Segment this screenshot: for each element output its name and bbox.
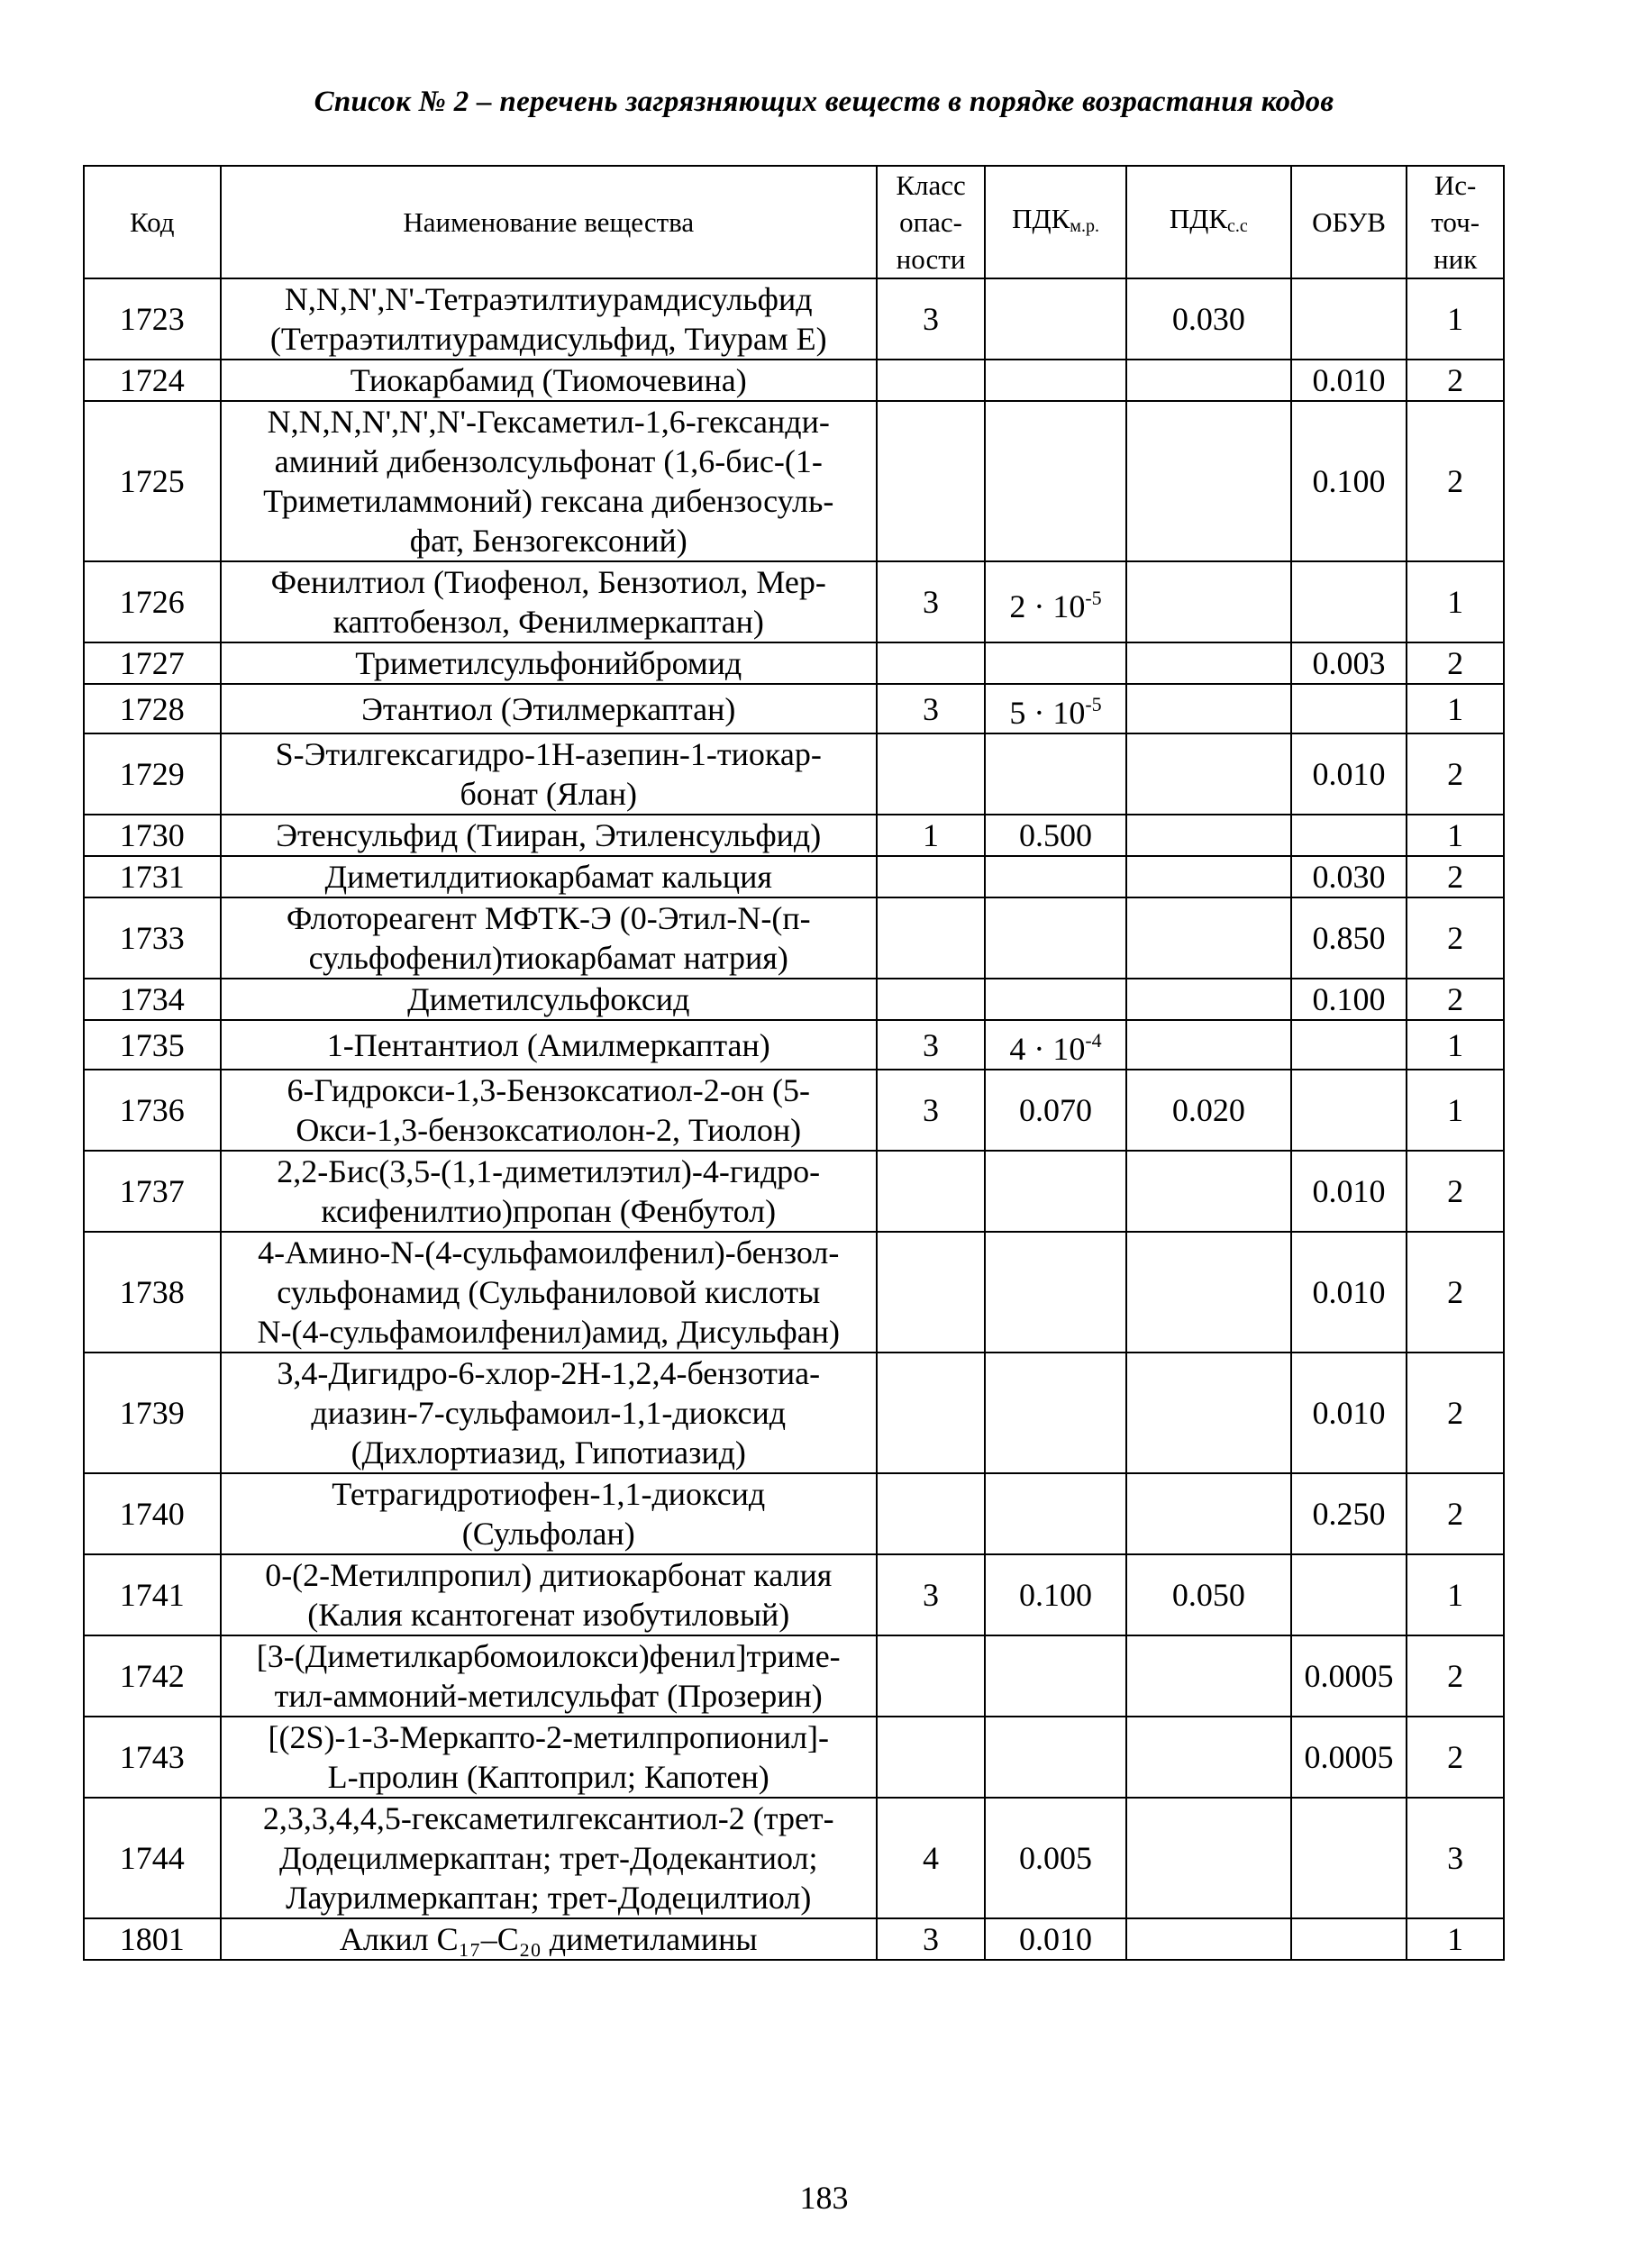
pdk-ss-cell — [1126, 815, 1291, 856]
obuv-cell: 0.030 — [1291, 856, 1407, 897]
source-cell: 2 — [1407, 1473, 1504, 1554]
name-line: ксифенилтио)пропан (Фенбутол) — [321, 1193, 777, 1229]
page-title: Список № 2 – перечень загрязняющих веществ в порядке возрастания кодов — [314, 86, 1334, 118]
pdk-mr-exponent: -4 — [1085, 1029, 1102, 1052]
pdk-ss-cell — [1126, 1918, 1291, 1960]
name-line: диазин-7-сульфамоил-1,1-диоксид — [311, 1395, 787, 1431]
source-cell: 1 — [1407, 561, 1504, 642]
name-line: каптобензол, Фенилмеркаптан) — [332, 604, 764, 640]
pdk-mr-cell — [985, 642, 1126, 684]
pdk-mr-cell: 0.005 — [985, 1798, 1126, 1918]
name-cell — [221, 1918, 877, 1960]
hazard-class-cell — [877, 1151, 985, 1232]
name-line: N,N,N',N'-Тетраэтилтиурамдисульфид — [284, 281, 813, 317]
source-cell: 2 — [1407, 642, 1504, 684]
name-line: сульфонамид (Сульфаниловой кислоты — [277, 1274, 821, 1310]
name-line: Фенилтиол (Тиофенол, Бензотиол, Мер- — [270, 564, 826, 600]
name-line: Тиокарбамид (Тиомочевина) — [350, 362, 747, 398]
name-line: 1-Пентантиол (Амилмеркаптан) — [326, 1026, 770, 1063]
pdk-ss-cell — [1126, 1151, 1291, 1232]
obuv-cell: 0.100 — [1291, 979, 1407, 1020]
hazard-class-cell: 1 — [877, 815, 985, 856]
hazard-class-cell — [877, 642, 985, 684]
code-cell: 1730 — [84, 815, 221, 856]
code-cell: 1738 — [84, 1232, 221, 1353]
obuv-cell: 0.010 — [1291, 1232, 1407, 1353]
table-row — [84, 360, 1504, 401]
source-cell: 2 — [1407, 1232, 1504, 1353]
name-line: Диметилдитиокарбамат кальция — [324, 859, 772, 895]
code-cell: 1741 — [84, 1554, 221, 1635]
obuv-cell: 0.100 — [1291, 401, 1407, 561]
pdk-ss-cell — [1126, 1635, 1291, 1717]
pdk-ss-cell — [1126, 684, 1291, 733]
name-line: Додецилмеркаптан; трет-Додекантиол; — [278, 1840, 818, 1876]
source-cell: 2 — [1407, 856, 1504, 897]
pdk-ss-cell: 0.050 — [1126, 1554, 1291, 1635]
header-pdk-ss — [1126, 166, 1291, 278]
name-cell — [221, 278, 877, 360]
name-line: 0-(2-Метилпропил) дитиокарбонат калия — [265, 1557, 833, 1593]
name-cell — [221, 856, 877, 897]
table-row — [84, 561, 1504, 642]
name-line: Этантиол (Этилмеркаптан) — [361, 690, 736, 727]
code-cell: 1725 — [84, 401, 221, 561]
source-cell: 1 — [1407, 1918, 1504, 1960]
name-line: L-пролин (Каптоприл; Капотен) — [327, 1759, 769, 1795]
source-cell: 2 — [1407, 897, 1504, 979]
source-cell: 2 — [1407, 1353, 1504, 1473]
source-cell: 1 — [1407, 1554, 1504, 1635]
name-line: (Калия ксантогенат изобутиловый) — [307, 1597, 790, 1633]
code-cell: 1734 — [84, 979, 221, 1020]
source-cell: 2 — [1407, 401, 1504, 561]
hazard-class-cell: 3 — [877, 1918, 985, 1960]
code-cell: 1727 — [84, 642, 221, 684]
header-pdk-mr-main: ПДК — [1012, 202, 1070, 234]
hazard-class-cell — [877, 979, 985, 1020]
obuv-cell — [1291, 1020, 1407, 1070]
code-cell: 1735 — [84, 1020, 221, 1070]
name-cell — [221, 360, 877, 401]
header-pdk-mr-sub: м.р. — [1070, 215, 1099, 236]
hazard-class-cell — [877, 1232, 985, 1353]
table-row — [84, 979, 1504, 1020]
header-pdk-ss-main: ПДК — [1169, 202, 1228, 234]
hazard-class-cell: 3 — [877, 1070, 985, 1151]
pdk-mr-base: 2 · 10 — [1009, 587, 1086, 624]
table-row — [84, 1918, 1504, 1960]
code-cell: 1726 — [84, 561, 221, 642]
name-line: Этенсульфид (Тииран, Этиленсульфид) — [276, 817, 822, 853]
obuv-cell — [1291, 1554, 1407, 1635]
obuv-cell: 0.010 — [1291, 1353, 1407, 1473]
name-cell — [221, 1353, 877, 1473]
name-line: Триметиламмоний) гексана дибензосуль- — [263, 483, 834, 519]
hazard-class-cell — [877, 733, 985, 815]
name-line: S-Этилгексагидро-1Н-азепин-1-тиокар- — [275, 736, 822, 772]
pdk-mr-base: 5 · 10 — [1009, 695, 1086, 731]
header-source — [1407, 166, 1504, 278]
hazard-class-cell — [877, 1635, 985, 1717]
pdk-ss-cell — [1126, 642, 1291, 684]
source-cell: 2 — [1407, 360, 1504, 401]
name-line: 2,3,3,4,4,5-гексаметилгексантиол-2 (трет- — [262, 1800, 834, 1836]
hazard-class-cell — [877, 897, 985, 979]
name-line: 3,4-Дигидро-6-хлор-2Н-1,2,4-бензотиа- — [277, 1355, 821, 1391]
source-cell: 1 — [1407, 1020, 1504, 1070]
code-cell: 1740 — [84, 1473, 221, 1554]
table-row — [84, 1798, 1504, 1918]
source-cell: 1 — [1407, 1070, 1504, 1151]
header-obuv: ОБУВ — [1291, 166, 1407, 278]
code-cell: 1737 — [84, 1151, 221, 1232]
header-hazard-class-line: опас- — [899, 206, 962, 238]
name-cell — [221, 1473, 877, 1554]
pdk-mr-cell — [985, 856, 1126, 897]
name-cell — [221, 684, 877, 733]
pdk-mr-cell — [985, 733, 1126, 815]
name-line: тил-аммоний-метилсульфат (Прозерин) — [274, 1678, 823, 1714]
source-cell: 2 — [1407, 1151, 1504, 1232]
header-name: Наименование вещества — [221, 166, 877, 278]
hazard-class-cell: 3 — [877, 684, 985, 733]
obuv-cell — [1291, 815, 1407, 856]
hazard-class-cell — [877, 401, 985, 561]
hazard-class-cell — [877, 1717, 985, 1798]
pdk-mr-cell — [985, 1717, 1126, 1798]
hazard-class-cell: 3 — [877, 1020, 985, 1070]
obuv-cell: 0.0005 — [1291, 1717, 1407, 1798]
code-cell: 1743 — [84, 1717, 221, 1798]
table-row — [84, 1473, 1504, 1554]
pdk-ss-cell — [1126, 979, 1291, 1020]
table-row — [84, 684, 1504, 733]
obuv-cell: 0.850 — [1291, 897, 1407, 979]
table-row — [84, 1151, 1504, 1232]
name-cell — [221, 733, 877, 815]
name-cell — [221, 979, 877, 1020]
name-line: 4-Амино-N-(4-сульфамоилфенил)-бензол- — [258, 1234, 840, 1271]
name-line: Окси-1,3-бензоксатиолон-2, Тиолон) — [296, 1112, 802, 1148]
pdk-ss-cell — [1126, 561, 1291, 642]
name-line: (Тетраэтилтиурамдисульфид, Тиурам Е) — [269, 321, 827, 357]
table-row — [84, 897, 1504, 979]
name-line: Флотореагент МФТК-Э (0-Этил-N-(п- — [286, 900, 811, 936]
obuv-cell — [1291, 684, 1407, 733]
hazard-class-cell — [877, 360, 985, 401]
name-line: 6-Гидрокси-1,3-Бензоксатиол-2-он (5- — [287, 1072, 810, 1108]
pdk-mr-exponent: -5 — [1085, 693, 1102, 715]
pdk-mr-exponent: -5 — [1085, 586, 1102, 609]
name-cell — [221, 1070, 877, 1151]
name-line: [3-(Диметилкарбомоилокси)фенил]триме- — [256, 1638, 841, 1674]
pdk-ss-cell — [1126, 360, 1291, 401]
header-hazard-class — [877, 166, 985, 278]
pdk-mr-cell — [985, 1635, 1126, 1717]
pdk-mr-cell — [985, 897, 1126, 979]
table-row — [84, 1554, 1504, 1635]
table-row — [84, 642, 1504, 684]
hazard-class-cell — [877, 1353, 985, 1473]
header-pdk-mr — [985, 166, 1126, 278]
pdk-ss-cell — [1126, 733, 1291, 815]
header-row — [84, 166, 1504, 278]
hazard-class-cell: 3 — [877, 1554, 985, 1635]
pdk-ss-cell — [1126, 1798, 1291, 1918]
hazard-class-cell: 4 — [877, 1798, 985, 1918]
name-cell — [221, 1798, 877, 1918]
source-cell: 2 — [1407, 1635, 1504, 1717]
name-line: бонат (Ялан) — [460, 776, 638, 812]
pdk-ss-cell — [1126, 1473, 1291, 1554]
code-cell: 1801 — [84, 1918, 221, 1960]
pdk-ss-cell — [1126, 1353, 1291, 1473]
source-cell: 1 — [1407, 278, 1504, 360]
name-line: [(2S)-1-3-Меркапто-2-метилпропионил]- — [268, 1719, 829, 1755]
pdk-ss-cell — [1126, 1020, 1291, 1070]
code-cell: 1724 — [84, 360, 221, 401]
source-cell: 3 — [1407, 1798, 1504, 1918]
pdk-ss-cell — [1126, 1232, 1291, 1353]
table-row — [84, 1353, 1504, 1473]
obuv-cell — [1291, 561, 1407, 642]
code-cell: 1739 — [84, 1353, 221, 1473]
name-cell — [221, 642, 877, 684]
pdk-mr-cell — [985, 1353, 1126, 1473]
obuv-cell: 0.010 — [1291, 1151, 1407, 1232]
source-cell: 2 — [1407, 1717, 1504, 1798]
hazard-class-cell — [877, 1473, 985, 1554]
name-line: (Сульфолан) — [461, 1516, 635, 1552]
pdk-ss-cell — [1126, 897, 1291, 979]
name-cell — [221, 1554, 877, 1635]
table-body — [84, 278, 1504, 1960]
name-line: аминий дибензолсульфонат (1,6-бис-(1- — [274, 443, 823, 479]
pdk-mr-cell — [985, 1020, 1126, 1070]
header-code: Код — [84, 166, 221, 278]
pdk-ss-cell: 0.030 — [1126, 278, 1291, 360]
pdk-ss-cell — [1126, 401, 1291, 561]
table-row — [84, 815, 1504, 856]
table-row — [84, 733, 1504, 815]
code-cell: 1744 — [84, 1798, 221, 1918]
name-line: N-(4-сульфамоилфенил)амид, Дисульфан) — [257, 1314, 840, 1350]
name-cell — [221, 897, 877, 979]
name-line: (Дихлортиазид, Гипотиазид) — [351, 1435, 746, 1471]
table-row — [84, 1635, 1504, 1717]
name-cell — [221, 1020, 877, 1070]
header-source-line: Ис- — [1434, 169, 1477, 201]
code-cell: 1731 — [84, 856, 221, 897]
source-cell: 1 — [1407, 684, 1504, 733]
pdk-mr-cell — [985, 360, 1126, 401]
code-cell: 1728 — [84, 684, 221, 733]
pdk-mr-cell — [985, 1151, 1126, 1232]
name-line: Алкил C₁₇–C₂₀ диметиламины — [339, 1921, 758, 1957]
pdk-mr-cell: 0.010 — [985, 1918, 1126, 1960]
source-cell: 2 — [1407, 979, 1504, 1020]
name-cell — [221, 1232, 877, 1353]
name-cell — [221, 561, 877, 642]
pdk-mr-cell — [985, 684, 1126, 733]
obuv-cell — [1291, 1918, 1407, 1960]
table-row — [84, 1232, 1504, 1353]
code-cell: 1729 — [84, 733, 221, 815]
name-cell — [221, 815, 877, 856]
name-cell — [221, 401, 877, 561]
header-pdk-ss-sub: с.с — [1227, 215, 1248, 236]
table-row — [84, 1070, 1504, 1151]
table-row — [84, 401, 1504, 561]
header-hazard-class-line: Класс — [896, 169, 966, 201]
pdk-mr-cell: 0.100 — [985, 1554, 1126, 1635]
header-source-line: ник — [1434, 243, 1478, 275]
name-cell — [221, 1635, 877, 1717]
pdk-mr-cell — [985, 1232, 1126, 1353]
code-cell: 1723 — [84, 278, 221, 360]
header-hazard-class-line: ности — [896, 243, 966, 275]
table-row — [84, 278, 1504, 360]
pdk-mr-cell — [985, 561, 1126, 642]
table-row — [84, 1717, 1504, 1798]
table-row — [84, 856, 1504, 897]
name-line: Триметилсульфонийбромид — [355, 645, 742, 681]
obuv-cell: 0.003 — [1291, 642, 1407, 684]
name-cell — [221, 1717, 877, 1798]
name-line: N,N,N,N',N',N'-Гексаметил-1,6-гександи- — [267, 404, 830, 440]
pdk-mr-cell — [985, 401, 1126, 561]
name-line: Тетрагидротиофен-1,1-диоксид — [332, 1476, 766, 1512]
pdk-mr-cell — [985, 1473, 1126, 1554]
code-cell: 1736 — [84, 1070, 221, 1151]
page-number: 183 — [799, 2180, 849, 2216]
obuv-cell: 0.250 — [1291, 1473, 1407, 1554]
substances-table — [83, 165, 1505, 1961]
obuv-cell: 0.010 — [1291, 360, 1407, 401]
pdk-ss-cell — [1126, 856, 1291, 897]
hazard-class-cell: 3 — [877, 561, 985, 642]
obuv-cell: 0.0005 — [1291, 1635, 1407, 1717]
name-line: Диметилсульфоксид — [407, 981, 690, 1017]
source-cell: 2 — [1407, 733, 1504, 815]
obuv-cell — [1291, 1798, 1407, 1918]
obuv-cell: 0.010 — [1291, 733, 1407, 815]
hazard-class-cell — [877, 856, 985, 897]
name-line: Лаурилмеркаптан; трет-Додецилтиол) — [286, 1880, 812, 1916]
code-cell: 1742 — [84, 1635, 221, 1717]
obuv-cell — [1291, 278, 1407, 360]
name-cell — [221, 1151, 877, 1232]
table-row — [84, 1020, 1504, 1070]
header-source-line: точ- — [1431, 206, 1480, 238]
code-cell: 1733 — [84, 897, 221, 979]
pdk-ss-cell — [1126, 1717, 1291, 1798]
pdk-mr-cell: 0.070 — [985, 1070, 1126, 1151]
pdk-mr-base: 4 · 10 — [1009, 1031, 1086, 1067]
pdk-mr-cell — [985, 979, 1126, 1020]
hazard-class-cell: 3 — [877, 278, 985, 360]
pdk-mr-cell — [985, 278, 1126, 360]
pdk-ss-cell: 0.020 — [1126, 1070, 1291, 1151]
name-line: сульфофенил)тиокарбамат натрия) — [308, 940, 788, 976]
pdk-mr-cell: 0.500 — [985, 815, 1126, 856]
source-cell: 1 — [1407, 815, 1504, 856]
name-line: фат, Бензогексоний) — [409, 523, 687, 559]
name-line: 2,2-Бис(3,5-(1,1-диметилэтил)-4-гидро- — [277, 1153, 821, 1189]
obuv-cell — [1291, 1070, 1407, 1151]
